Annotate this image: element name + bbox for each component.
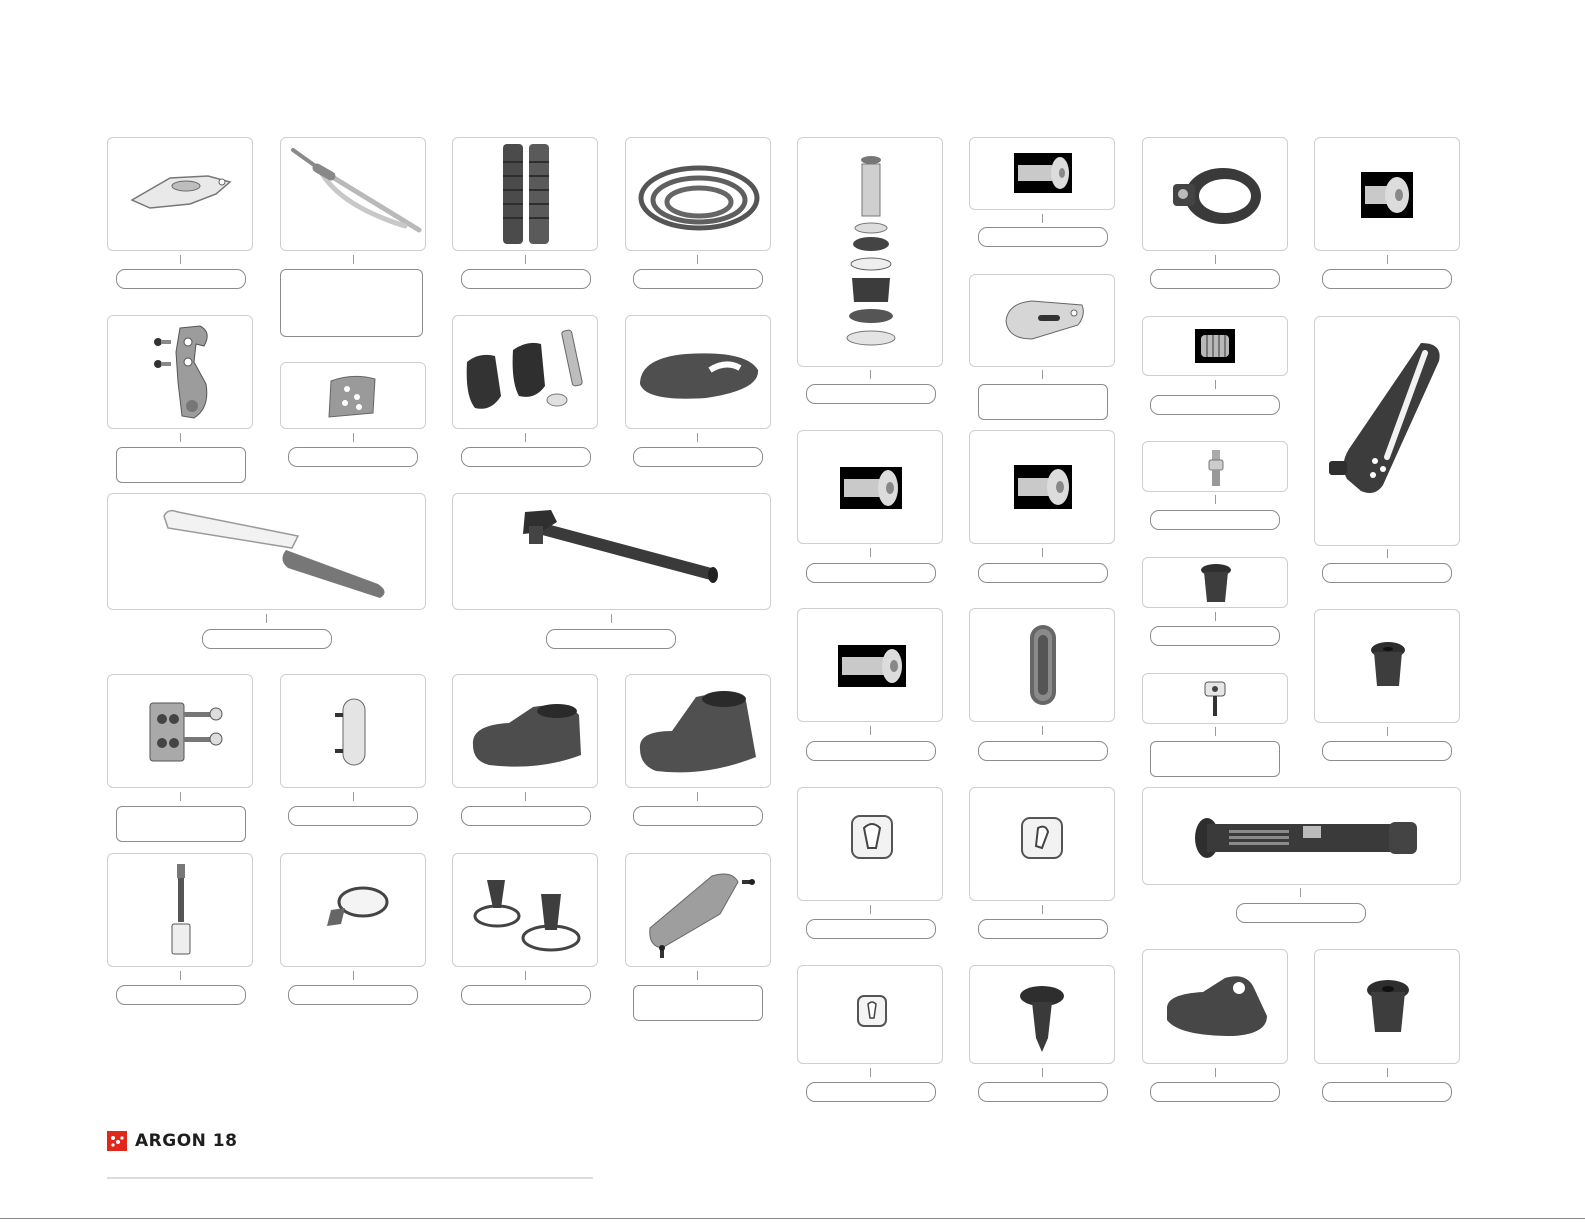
part-label xyxy=(633,985,763,1021)
part-label xyxy=(633,806,763,826)
part-label xyxy=(116,985,246,1005)
grommet-icon xyxy=(1026,621,1060,709)
part-card[interactable] xyxy=(280,362,426,429)
part-card[interactable] xyxy=(107,315,253,429)
push-rivet-icon xyxy=(1016,984,1068,1056)
part-card[interactable] xyxy=(452,674,598,788)
rubber-grommet-icon xyxy=(1163,970,1271,1042)
part-card[interactable] xyxy=(452,315,598,429)
bolt-icon xyxy=(840,467,902,509)
bolt-icon xyxy=(1014,153,1072,193)
part-card[interactable] xyxy=(107,493,426,610)
part-card[interactable] xyxy=(969,430,1115,544)
seat-clamp-icon xyxy=(1169,162,1265,232)
cable-guide-plate-icon xyxy=(144,697,228,767)
part-label xyxy=(1322,741,1452,761)
part-label xyxy=(978,1082,1108,1102)
part-label xyxy=(1150,269,1280,289)
part-label xyxy=(546,629,676,649)
part-label xyxy=(806,741,936,761)
part-label xyxy=(1150,395,1280,415)
logo-badge-icon xyxy=(325,373,381,419)
part-card[interactable] xyxy=(969,137,1115,210)
part-label xyxy=(116,269,246,289)
part-label xyxy=(978,741,1108,761)
headset-icon xyxy=(844,152,898,352)
part-card[interactable] xyxy=(969,787,1115,901)
part-label xyxy=(978,227,1108,247)
argon-logo-icon xyxy=(107,1131,127,1151)
part-card[interactable] xyxy=(1142,441,1288,492)
part-label xyxy=(461,985,591,1005)
bolt-icon xyxy=(1014,465,1072,509)
part-card[interactable] xyxy=(969,608,1115,722)
bolt-icon xyxy=(1361,172,1413,218)
part-label xyxy=(1236,903,1366,923)
cable-guide-icon xyxy=(1325,337,1451,497)
cover-plate-icon xyxy=(642,868,758,962)
bung-plug-icon xyxy=(1369,640,1407,690)
aero-spacer-icon xyxy=(461,326,593,424)
part-card[interactable] xyxy=(280,853,426,967)
part-card[interactable] xyxy=(969,274,1115,367)
part-card[interactable] xyxy=(625,315,771,429)
part-label xyxy=(116,447,246,483)
bung-plug-icon xyxy=(1199,562,1233,606)
part-label xyxy=(806,563,936,583)
seat-tube-cover-icon xyxy=(158,506,398,600)
part-card[interactable] xyxy=(1142,949,1288,1064)
brand-name: ARGON 18 xyxy=(135,1131,238,1151)
part-label xyxy=(1322,563,1452,583)
part-label xyxy=(202,629,332,649)
brake-mount-icon xyxy=(168,862,194,960)
part-card[interactable] xyxy=(1142,557,1288,608)
top-cap-icon xyxy=(636,344,762,404)
part-card[interactable] xyxy=(280,137,426,251)
part-card[interactable] xyxy=(1314,609,1460,723)
headset-cover-icon xyxy=(130,168,234,212)
set-screw-icon xyxy=(1195,329,1235,363)
chainstay-guard-icon xyxy=(471,864,583,958)
part-label xyxy=(1150,510,1280,530)
cable-port-icon xyxy=(1020,816,1064,860)
part-label xyxy=(288,806,418,826)
bolt-icon xyxy=(838,645,906,687)
cable-port-icon xyxy=(850,814,894,860)
part-label xyxy=(633,447,763,467)
part-card[interactable] xyxy=(625,674,771,788)
part-label xyxy=(461,806,591,826)
part-card[interactable] xyxy=(969,965,1115,1064)
part-label xyxy=(806,1082,936,1102)
part-card[interactable] xyxy=(1314,949,1460,1064)
part-label xyxy=(280,269,423,337)
part-card[interactable] xyxy=(452,493,771,610)
seatpost-wedge-icon xyxy=(1002,295,1086,343)
cable-stop-icon xyxy=(1203,678,1227,722)
cable-housing-icon xyxy=(636,162,762,234)
brand-logo xyxy=(107,1131,237,1151)
seatpost-icon xyxy=(511,504,721,594)
part-label xyxy=(461,269,591,289)
part-card[interactable] xyxy=(625,853,771,967)
part-card[interactable] xyxy=(107,853,253,967)
cable-port-small-icon xyxy=(856,994,888,1028)
part-card[interactable] xyxy=(107,674,253,788)
part-card[interactable] xyxy=(452,853,598,967)
di2-mount-icon xyxy=(331,695,377,771)
spacer-icon xyxy=(469,695,585,771)
part-label xyxy=(1150,626,1280,646)
part-label xyxy=(978,384,1108,420)
part-card[interactable] xyxy=(797,965,943,1064)
part-label xyxy=(978,919,1108,939)
part-label xyxy=(633,269,763,289)
part-card[interactable] xyxy=(625,137,771,251)
part-label xyxy=(978,563,1108,583)
part-label xyxy=(288,985,418,1005)
fork-icon xyxy=(287,146,423,236)
part-card[interactable] xyxy=(1142,137,1288,251)
part-card[interactable] xyxy=(107,137,253,251)
thru-axle-icon xyxy=(1193,814,1423,862)
part-card[interactable] xyxy=(797,608,943,722)
tall-spacer-icon xyxy=(636,687,762,779)
part-label xyxy=(1150,1082,1280,1102)
part-card[interactable] xyxy=(1314,316,1460,546)
part-card[interactable] xyxy=(1142,673,1288,724)
footer-divider xyxy=(107,1177,593,1179)
part-card[interactable] xyxy=(797,787,943,901)
part-label xyxy=(288,447,418,467)
part-label xyxy=(806,384,936,404)
part-label xyxy=(116,806,246,842)
part-card[interactable] xyxy=(1142,787,1461,885)
part-card[interactable] xyxy=(797,430,943,544)
part-card[interactable] xyxy=(280,674,426,788)
valve-icon xyxy=(1207,448,1225,488)
part-card[interactable] xyxy=(1142,316,1288,376)
part-label xyxy=(806,919,936,939)
part-label xyxy=(1322,269,1452,289)
part-label xyxy=(1322,1082,1452,1102)
part-label xyxy=(461,447,591,467)
part-card[interactable] xyxy=(797,137,943,367)
page-bottom-line xyxy=(0,1218,1585,1219)
part-card[interactable] xyxy=(1314,137,1460,251)
part-card[interactable] xyxy=(452,137,598,251)
derailleur-hanger-icon xyxy=(148,322,218,424)
part-label xyxy=(1150,741,1280,777)
bung-plug-icon xyxy=(1365,978,1411,1036)
seatpost-shim-icon xyxy=(499,142,555,248)
bottle-cage-bosses-icon xyxy=(321,882,391,934)
